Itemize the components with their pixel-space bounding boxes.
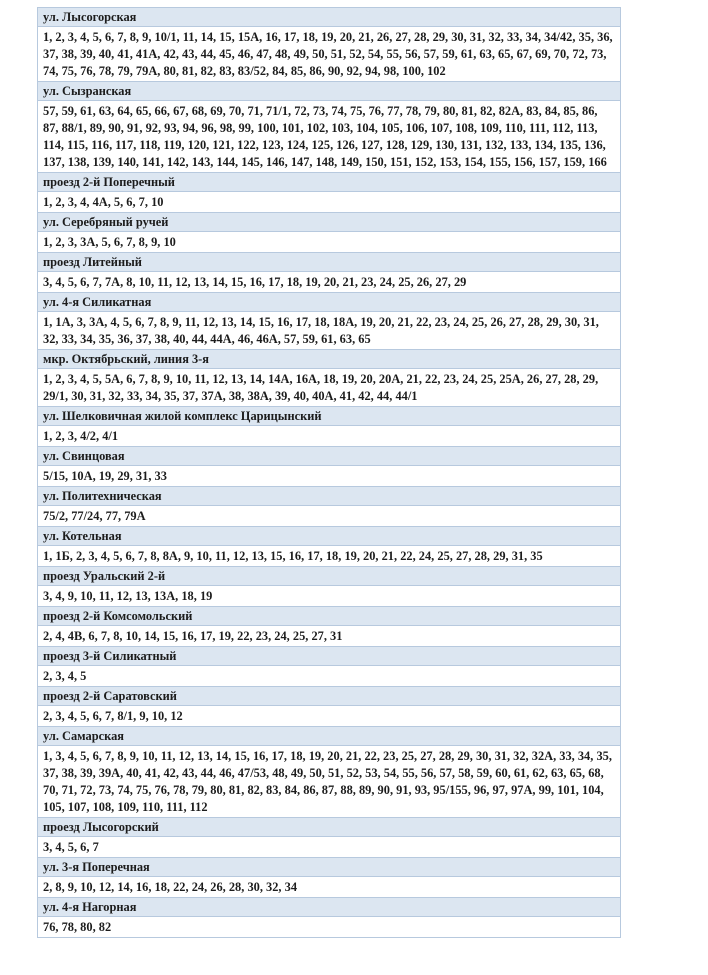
house-numbers-row (38, 626, 621, 647)
house-numbers: 1, 1Б, 2, 3, 4, 5, 6, 7, 8, 8А, 9, 10, 11, 12, 13, 15, 16, 17, 18, 19, 20, 21, 22, 24, 25, 27, 28, 29, 31, 35 (38, 546, 621, 567)
house-numbers: 2, 3, 4, 5, 6, 7, 8/1, 9, 10, 12 (38, 706, 621, 727)
street-name: проезд 2-й Комсомольский (38, 607, 621, 626)
house-numbers-row (38, 837, 621, 858)
street-name: ул. 4-я Нагорная (38, 898, 621, 917)
street-header-row (38, 567, 621, 586)
street-header-row (38, 858, 621, 877)
house-numbers-row (38, 506, 621, 527)
street-name: проезд Лысогорский (38, 818, 621, 837)
house-numbers: 76, 78, 80, 82 (38, 917, 621, 938)
house-numbers-row (38, 101, 621, 173)
street-name: ул. Серебряный ручей (38, 213, 621, 232)
street-name: проезд Уральский 2-й (38, 567, 621, 586)
house-numbers: 1, 3, 4, 5, 6, 7, 8, 9, 10, 11, 12, 13, 14, 15, 16, 17, 18, 19, 20, 21, 22, 23, 25, 27, 28, 29, 30, 31, 32, 32А, 33, 34, 35, 37, 38, 39, 39А, 40, 41, 42, 43, 44, 46, 47/53, 48, 49, 50, 51, 52, 53, 54, 55, 56, 57, 58, 59, 60, 61, 62, 63, 65, 68, 70, 71, 72, 73, 74, 75, 76, 78, 79, 80, 81, 82, 83, 84, 86, 87, 88, 89, 90, 91, 93, 95/155, 96, 97, 97А, 99, 101, 104, 105, 107, 108, 109, 110, 111, 112 (38, 746, 621, 818)
house-numbers: 1, 2, 3, 4/2, 4/1 (38, 426, 621, 447)
street-name: ул. Шелковичная жилой комплекс Царицынский (38, 407, 621, 426)
street-header-row (38, 487, 621, 506)
street-header-row (38, 253, 621, 272)
street-name: проезд 2-й Саратовский (38, 687, 621, 706)
house-numbers-row (38, 746, 621, 818)
street-name: ул. 3-я Поперечная (38, 858, 621, 877)
street-name: проезд 3-й Силикатный (38, 647, 621, 666)
street-header-row (38, 350, 621, 369)
house-numbers-row (38, 546, 621, 567)
street-header-row (38, 447, 621, 466)
street-name: ул. 4-я Силикатная (38, 293, 621, 312)
street-name: проезд Литейный (38, 253, 621, 272)
street-header-row (38, 293, 621, 312)
street-header-row (38, 407, 621, 426)
street-header-row (38, 527, 621, 546)
street-house-table (37, 7, 621, 938)
street-header-row (38, 173, 621, 192)
street-header-row (38, 8, 621, 27)
house-numbers-row (38, 877, 621, 898)
house-numbers: 1, 2, 3, 4, 4А, 5, 6, 7, 10 (38, 192, 621, 213)
house-numbers: 2, 4, 4В, 6, 7, 8, 10, 14, 15, 16, 17, 19, 22, 23, 24, 25, 27, 31 (38, 626, 621, 647)
street-name: ул. Свинцовая (38, 447, 621, 466)
house-numbers: 3, 4, 9, 10, 11, 12, 13, 13А, 18, 19 (38, 586, 621, 607)
house-numbers: 1, 2, 3, 4, 5, 6, 7, 8, 9, 10/1, 11, 14, 15, 15А, 16, 17, 18, 19, 20, 21, 26, 27, 28, 29, 30, 31, 32, 33, 34, 34/42, 35, 36, 37, 38, 39, 40, 41, 41А, 42, 43, 44, 45, 46, 47, 48, 49, 50, 51, 52, 54, 55, 56, 57, 59, 61, 63, 65, 67, 69, 70, 72, 73, 74, 75, 76, 78, 79, 79А, 80, 81, 82, 83, 83/52, 84, 85, 86, 90, 92, 94, 98, 100, 102 (38, 27, 621, 82)
house-numbers-row (38, 312, 621, 350)
house-numbers-row (38, 466, 621, 487)
street-name: ул. Самарская (38, 727, 621, 746)
house-numbers: 1, 2, 3, 3А, 5, 6, 7, 8, 9, 10 (38, 232, 621, 253)
street-header-row (38, 647, 621, 666)
street-name: ул. Политехническая (38, 487, 621, 506)
house-numbers: 3, 4, 5, 6, 7 (38, 837, 621, 858)
house-numbers-row (38, 586, 621, 607)
house-numbers: 1, 1А, 3, 3А, 4, 5, 6, 7, 8, 9, 11, 12, 13, 14, 15, 16, 17, 18, 18А, 19, 20, 21, 22, 23, 24, 25, 26, 27, 28, 29, 30, 31, 32, 33, 34, 35, 36, 37, 38, 40, 44, 44А, 46, 46А, 57, 59, 61, 63, 65 (38, 312, 621, 350)
house-numbers: 5/15, 10А, 19, 29, 31, 33 (38, 466, 621, 487)
house-numbers-row (38, 192, 621, 213)
street-header-row (38, 898, 621, 917)
house-numbers: 75/2, 77/24, 77, 79А (38, 506, 621, 527)
house-numbers-row (38, 232, 621, 253)
house-numbers-row (38, 272, 621, 293)
street-name: ул. Сызранская (38, 82, 621, 101)
house-numbers: 1, 2, 3, 4, 5, 5А, 6, 7, 8, 9, 10, 11, 12, 13, 14, 14А, 16А, 18, 19, 20, 20А, 21, 22, 23, 24, 25, 25А, 26, 27, 28, 29, 29/1, 30, 31, 32, 33, 34, 35, 37, 37А, 38, 38А, 39, 40, 40А, 41, 42, 44, 44/1 (38, 369, 621, 407)
street-name: проезд 2-й Поперечный (38, 173, 621, 192)
street-header-row (38, 607, 621, 626)
street-header-row (38, 687, 621, 706)
house-numbers: 2, 3, 4, 5 (38, 666, 621, 687)
street-name: ул. Котельная (38, 527, 621, 546)
house-numbers-row (38, 917, 621, 938)
street-name: ул. Лысогорская (38, 8, 621, 27)
house-numbers: 57, 59, 61, 63, 64, 65, 66, 67, 68, 69, 70, 71, 71/1, 72, 73, 74, 75, 76, 77, 78, 79, 80, 81, 82, 82А, 83, 84, 85, 86, 87, 88/1, 89, 90, 91, 92, 93, 94, 96, 98, 99, 100, 101, 102, 103, 104, 105, 106, 107, 108, 109, 110, 111, 112, 113, 114, 115, 116, 117, 118, 119, 120, 121, 122, 123, 124, 125, 126, 127, 128, 129, 130, 131, 132, 133, 134, 135, 136, 137, 138, 139, 140, 141, 142, 143, 144, 145, 146, 147, 148, 149, 150, 151, 152, 153, 154, 155, 156, 157, 159, 166 (38, 101, 621, 173)
house-numbers: 3, 4, 5, 6, 7, 7А, 8, 10, 11, 12, 13, 14, 15, 16, 17, 18, 19, 20, 21, 23, 24, 25, 26, 27, 29 (38, 272, 621, 293)
house-numbers-row (38, 666, 621, 687)
house-numbers-row (38, 369, 621, 407)
street-header-row (38, 213, 621, 232)
house-numbers: 2, 8, 9, 10, 12, 14, 16, 18, 22, 24, 26, 28, 30, 32, 34 (38, 877, 621, 898)
street-header-row (38, 82, 621, 101)
street-header-row (38, 727, 621, 746)
street-name: мкр. Октябрьский, линия 3-я (38, 350, 621, 369)
house-numbers-row (38, 27, 621, 82)
house-numbers-row (38, 706, 621, 727)
street-header-row (38, 818, 621, 837)
house-numbers-row (38, 426, 621, 447)
